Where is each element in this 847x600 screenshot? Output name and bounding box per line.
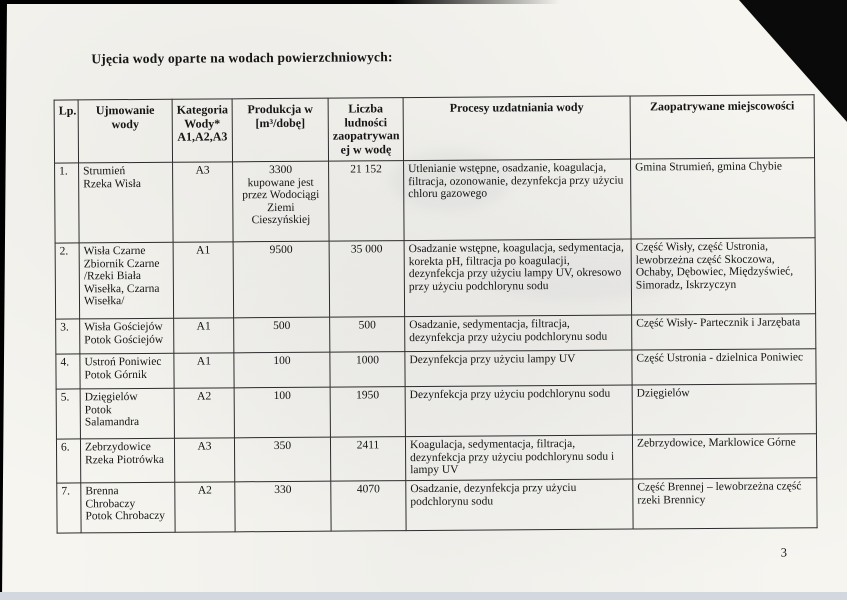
cell-production: 350	[234, 437, 330, 482]
cell-category: A2	[174, 388, 234, 438]
scan-edge-bottom	[0, 592, 847, 600]
cell-category: A1	[174, 318, 234, 353]
column-header-localities: Zaopatrywane miejscowości	[630, 95, 814, 159]
column-header-intake: Ujmowanie wody	[78, 99, 172, 163]
table-row	[55, 158, 816, 243]
cell-processes: Dezynfekcja przy użyciu podchlorynu sodu	[405, 385, 632, 437]
cell-lp: 4.	[56, 354, 80, 389]
table-row	[57, 478, 817, 533]
cell-localities: Część Brennej – lewobrzeżna część rzeki Brennicy	[633, 478, 817, 529]
column-header-production: Produkcja w [m³/dobę]	[232, 98, 328, 162]
table-row	[55, 238, 816, 319]
cell-processes: Dezynfekcja przy użyciu lampy UV	[405, 350, 632, 387]
cell-population: 4070	[331, 481, 406, 532]
column-header-processes: Procesy uzdatniania wody	[403, 96, 630, 161]
cell-localities: Gmina Strumień, gmina Chybie	[631, 158, 816, 239]
cell-processes: Osadzanie, dezynfekcja przy użyciu podchlorynu sodu	[406, 479, 633, 531]
cell-intake: Wisła Gościejów Potok Gościejów	[80, 318, 174, 354]
cell-production: 9500	[233, 241, 330, 318]
cell-processes: Osadzanie, sedymentacja, filtracja, dezynfekcja przy użyciu podchlorynu sodu	[405, 315, 632, 352]
cell-population: 2411	[330, 437, 405, 482]
cell-population: 500	[330, 317, 405, 353]
cell-category: A3	[174, 438, 234, 482]
cell-localities: Dzięgielów	[632, 384, 816, 435]
cell-localities: Część Wisły- Partecznik i Jarzębata	[632, 314, 816, 350]
document-title: Ujęcia wody oparte na wodach powierzchniowych:	[91, 49, 393, 67]
table-header-row	[54, 95, 814, 163]
cell-population: 35 000	[329, 241, 405, 318]
water-intake-table	[54, 94, 818, 533]
cell-lp: 5.	[56, 389, 80, 439]
table-body	[55, 158, 818, 533]
cell-category: A2	[175, 482, 235, 532]
cell-population: 1000	[330, 352, 405, 388]
cell-processes: Utlenianie wstępne, osadzanie, koagulacja, filtracja, ozonowanie, dezynfekcja przy użyciu chloru gazowego	[404, 159, 632, 241]
cell-lp: 6.	[56, 439, 80, 483]
column-header-lp: Lp.	[54, 100, 78, 163]
cell-processes: Osadzanie wstępne, koagulacja, sedymentacja, korekta pH, filtracja po koagulacji, dezynfekcja przy użyciu lampy UV, okresowo przy użyciu podchlorynu sodu	[404, 239, 632, 317]
cell-category: A1	[174, 353, 234, 388]
cell-intake: Wisła Czarne Zbiornik Czarne /Rzeki Biała Wisełka, Czarna Wisełka/	[79, 242, 174, 319]
cell-intake: Strumień Rzeka Wisła	[79, 162, 174, 243]
column-header-population: Liczba ludności zaopatrywan ej w wodę	[328, 98, 403, 162]
cell-production: 3300 kupowane jest przez Wodociągi Ziemi Cieszyńskiej	[233, 161, 330, 242]
cell-population: 21 152	[329, 161, 405, 242]
cell-processes: Koagulacja, sedymentacja, filtracja, dezynfekcja przy użyciu podchlorynu sodu i lampy UV	[405, 435, 632, 481]
table-row	[56, 434, 816, 483]
scan-edge-top	[0, 0, 560, 4]
cell-lp: 3.	[56, 319, 80, 354]
cell-production: 100	[234, 352, 330, 388]
cell-intake: Dzięgielów Potok Salamandra	[80, 388, 174, 439]
cell-production: 500	[234, 317, 330, 353]
cell-lp: 1.	[55, 163, 80, 243]
cell-intake: Ustroń Poniwiec Potok Górnik	[80, 353, 174, 389]
cell-localities: Część Ustronia - dzielnica Poniwiec	[632, 349, 816, 385]
cell-localities: Zebrzydowice, Marklowice Górne	[632, 434, 816, 479]
cell-population: 1950	[330, 387, 405, 438]
table-row	[56, 349, 816, 389]
cell-localities: Część Wisły, część Ustronia, lewobrzeżna część Skoczowa, Ochaby, Dębowiec, Międzyświeć, Simoradz, Iskrzyczyn	[631, 238, 816, 315]
cell-lp: 7.	[57, 483, 81, 533]
cell-intake: Brenna Chrobaczy Potok Chrobaczy	[81, 482, 175, 533]
table-row	[56, 384, 816, 439]
column-header-category: Kategoria Wody* A1,A2,A3	[172, 99, 232, 162]
cell-category: A1	[173, 242, 234, 318]
page-number: 3	[780, 545, 788, 560]
cell-production: 330	[235, 481, 331, 532]
cell-lp: 2.	[55, 243, 80, 319]
table-row	[56, 314, 816, 354]
cell-production: 100	[234, 387, 330, 438]
cell-intake: Zebrzydowice Rzeka Piotrówka	[80, 438, 174, 483]
cell-category: A3	[173, 162, 234, 242]
